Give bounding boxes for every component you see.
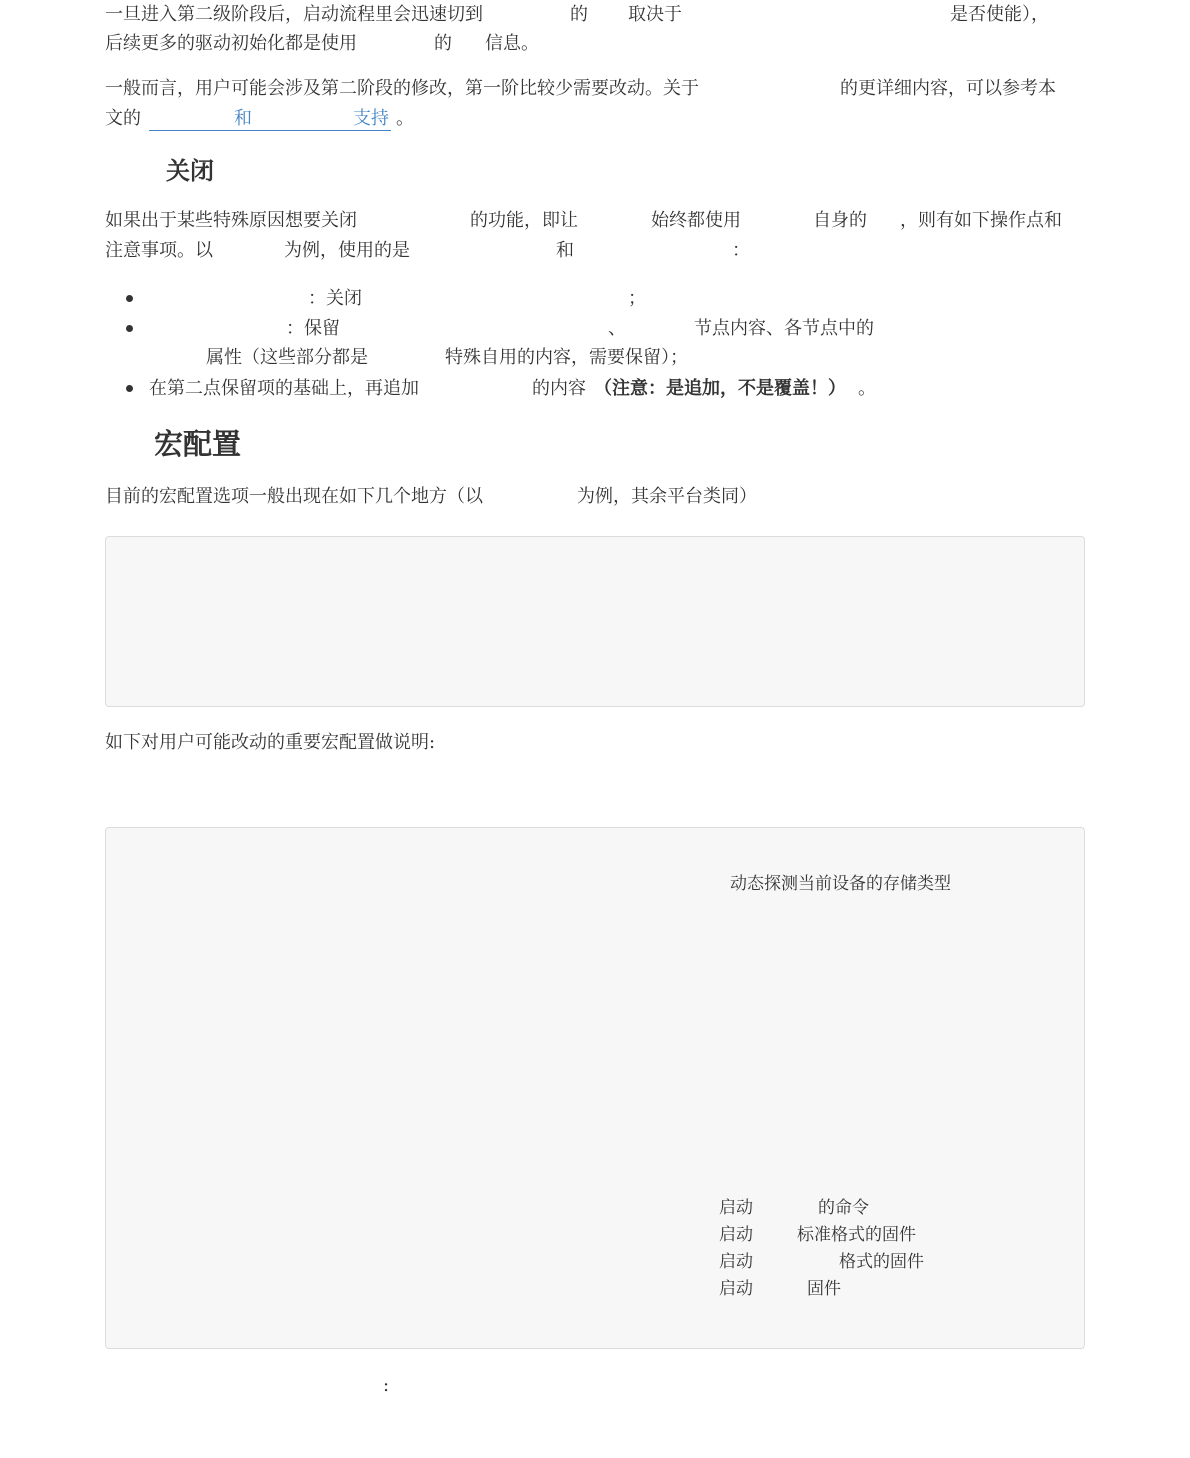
paragraph-macro-explain: 如下对用户可能改动的重要宏配置做说明: bbox=[105, 732, 436, 753]
text: ，则有如下操作点和 bbox=[900, 210, 1062, 231]
text: 注意事项。以 bbox=[105, 240, 213, 261]
list-item-text: 、 bbox=[608, 318, 626, 339]
text: 的 bbox=[570, 4, 588, 25]
text: 始终都使用 bbox=[651, 210, 741, 231]
list-item-text: 节点内容、各节点中的 bbox=[694, 318, 874, 339]
code-comment: 动态探测当前设备的存储类型 bbox=[730, 874, 951, 894]
list-item-text: ：关闭 bbox=[308, 288, 362, 309]
bullet-dot bbox=[126, 385, 133, 392]
text: 为例，使用的是 bbox=[284, 240, 410, 261]
text: 和 bbox=[556, 240, 574, 261]
link-underline bbox=[149, 130, 391, 131]
code-comment: 格式的固件 bbox=[839, 1252, 924, 1272]
text: 的更详细内容，可以参考本 bbox=[840, 78, 1056, 99]
text: 的功能，即让 bbox=[470, 210, 578, 231]
text: 取决于 bbox=[628, 4, 682, 25]
code-block[interactable] bbox=[105, 536, 1085, 707]
code-comment: 的命令 bbox=[818, 1198, 869, 1218]
text: 一旦进入第二级阶段后，启动流程里会迅速切到 bbox=[105, 4, 483, 25]
section-heading-close: 关闭 bbox=[166, 156, 214, 185]
text: 是否使能）， bbox=[950, 4, 1049, 25]
list-item-emphasis: （注意：是追加，不是覆盖！） bbox=[594, 378, 846, 399]
list-item-text: 特殊自用的内容，需要保留）； bbox=[445, 347, 688, 368]
text: 如果出于某些特殊原因想要关闭 bbox=[105, 210, 357, 231]
text: 。 bbox=[396, 108, 414, 129]
code-comment: 固件 bbox=[807, 1279, 841, 1299]
code-comment: 启动 bbox=[719, 1225, 753, 1245]
trailing-text: : bbox=[383, 1375, 390, 1396]
text: ： bbox=[732, 240, 750, 261]
code-block-macros[interactable] bbox=[105, 827, 1085, 1349]
text: 信息。 bbox=[485, 33, 539, 54]
list-item-text: ； bbox=[628, 288, 646, 309]
text: 目前的宏配置选项一般出现在如下几个地方（以 bbox=[105, 486, 483, 507]
text: 自身的 bbox=[813, 210, 867, 231]
text: 文的 bbox=[105, 108, 141, 129]
list-item-text: ：保留 bbox=[286, 318, 340, 339]
text: 一般而言，用户可能会涉及第二阶段的修改，第一阶比较少需要改动。关于 bbox=[105, 78, 699, 99]
section-heading-macro: 宏配置 bbox=[154, 427, 242, 461]
code-comment: 标准格式的固件 bbox=[797, 1225, 916, 1245]
list-item-text: 属性（这些部分都是 bbox=[206, 347, 368, 368]
text: 后续更多的驱动初始化都是使用 bbox=[105, 33, 357, 54]
code-comment: 启动 bbox=[719, 1279, 753, 1299]
code-comment: 启动 bbox=[719, 1198, 753, 1218]
list-item-text: 在第二点保留项的基础上，再追加 bbox=[149, 378, 419, 399]
bullet-dot bbox=[126, 325, 133, 332]
list-item-text: 的内容 bbox=[532, 378, 586, 399]
link-text: 支持 bbox=[353, 108, 389, 129]
list-item-text: 。 bbox=[858, 378, 876, 399]
text: 为例，其余平台类同） bbox=[577, 486, 757, 507]
bullet-dot bbox=[126, 295, 133, 302]
code-comment: 启动 bbox=[719, 1252, 753, 1272]
text: 的 bbox=[434, 33, 452, 54]
link-text: 和 bbox=[234, 108, 252, 129]
